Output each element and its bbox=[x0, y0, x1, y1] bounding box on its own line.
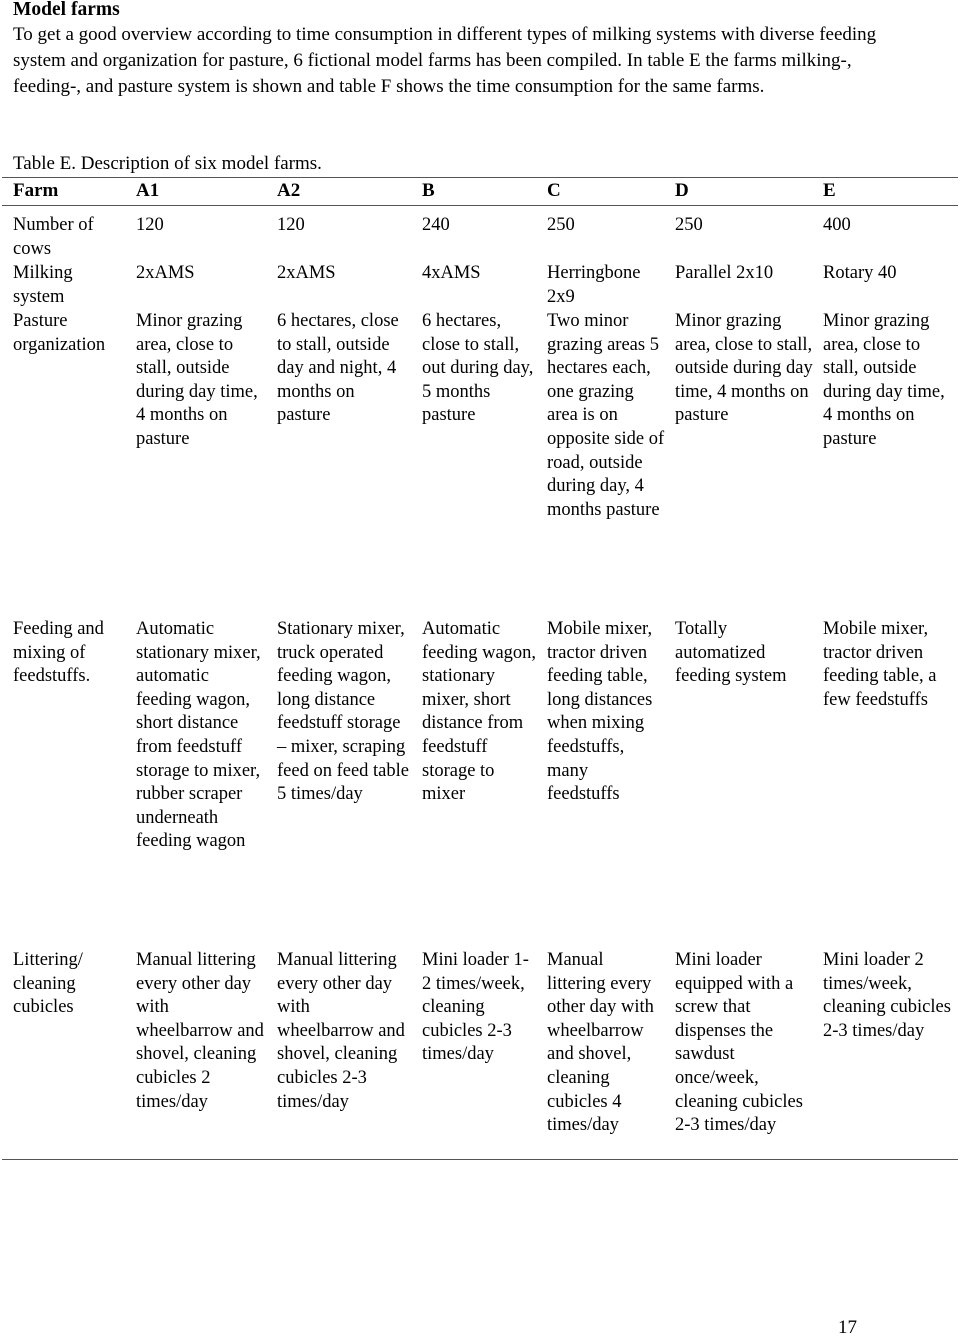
table-cell: 250 bbox=[547, 215, 575, 235]
table-row-feeding bbox=[2, 618, 958, 949]
row-label: Littering/ cleaning cubicles bbox=[13, 950, 83, 1018]
table-cell: 250 bbox=[675, 215, 703, 235]
table-cell: Automatic feeding wagon, stationary mixer, short distance from feedstuff storage to mixer bbox=[422, 619, 537, 805]
table-row-littering bbox=[2, 949, 958, 1159]
table-cell: Manual littering every other day with wheelbarrow and shovel, cleaning cubicles 2-3 times/day bbox=[277, 950, 405, 1112]
header-cell-d: D bbox=[675, 180, 689, 201]
table-cell: 2xAMS bbox=[136, 263, 195, 283]
intro-paragraph: To get a good overview according to time consumption in different types of milking systems with diverse feeding system and organization for pasture, 6 fictional model farms has been compiled. In table E the farms milking-, feeding-, and pasture system is shown and table F shows the time consumption for the same farms. bbox=[13, 24, 877, 97]
table-cell: Herringbone 2x9 bbox=[547, 263, 641, 307]
table-cell: Mobile mixer, tractor driven feeding table, long distances when mixing feedstuffs, many feedstuffs bbox=[547, 619, 653, 805]
table-cell: Rotary 40 bbox=[823, 263, 897, 283]
table-cell: Minor grazing area, close to stall, outside during day time, 4 months on pasture bbox=[136, 311, 258, 449]
header-cell-c: C bbox=[547, 180, 561, 201]
table-cell: 240 bbox=[422, 215, 450, 235]
table-row-milking-system bbox=[2, 262, 958, 310]
row-label: Pasture organization bbox=[13, 311, 106, 355]
section-heading: Model farms bbox=[13, 0, 120, 20]
table-cell: Stationary mixer, truck operated feeding wagon, long distance feedstuff storage – mixer, scraping feed on feed table 5 times/day bbox=[277, 619, 409, 805]
row-label: Number of cows bbox=[13, 215, 94, 259]
table-cell: Totally automatized feeding system bbox=[675, 619, 787, 687]
table-cell: 6 hectares, close to stall, out during day, 5 months pasture bbox=[422, 311, 534, 426]
table-cell: Mobile mixer, tractor driven feeding table, a few feedstuffs bbox=[823, 619, 937, 710]
table-cell: Minor grazing area, close to stall, outside during day time, 4 months on pasture bbox=[823, 311, 945, 449]
model-farms-table bbox=[2, 177, 958, 1160]
table-cell: Mini loader equipped with a screw that dispenses the sawdust once/week, cleaning cubicles 2-3 times/day bbox=[675, 950, 803, 1136]
header-cell-a1: A1 bbox=[136, 180, 160, 201]
table-row-pasture-organization bbox=[2, 310, 958, 618]
table-cell: Mini loader 2 times/week, cleaning cubicles 2-3 times/day bbox=[823, 950, 951, 1041]
header-cell-a2: A2 bbox=[277, 180, 301, 201]
table-cell: 6 hectares, close to stall, outside day and night, 4 months on pasture bbox=[277, 311, 399, 426]
header-cell-b: B bbox=[422, 180, 435, 201]
table-cell: Mini loader 1-2 times/week, cleaning cubicles 2-3 times/day bbox=[422, 950, 529, 1065]
table-cell: Parallel 2x10 bbox=[675, 263, 774, 283]
table-cell: Manual littering every other day with wheelbarrow and shovel, cleaning cubicles 4 times/day bbox=[547, 950, 654, 1136]
table-cell: 2xAMS bbox=[277, 263, 336, 283]
table-row-number-of-cows bbox=[2, 214, 958, 262]
table-cell: Minor grazing area, close to stall, outside during day time, 4 months on pasture bbox=[675, 311, 813, 426]
table-cell: 400 bbox=[823, 215, 851, 235]
table-cell: Automatic stationary mixer, automatic feeding wagon, short distance from feedstuff storage to mixer, rubber scraper underneath feeding wagon bbox=[136, 619, 261, 852]
table-cell: 120 bbox=[277, 215, 305, 235]
table-cell: 4xAMS bbox=[422, 263, 481, 283]
header-cell-e: E bbox=[823, 180, 836, 201]
table-header-row bbox=[2, 178, 958, 206]
row-label: Feeding and mixing of feedstuffs. bbox=[13, 619, 104, 687]
table-cell: Two minor grazing areas 5 hectares each, one grazing area is on opposite side of road, outside during day, 4 months pasture bbox=[547, 311, 665, 520]
row-label: Milking system bbox=[13, 263, 73, 307]
page-number: 17 bbox=[838, 1317, 857, 1338]
table-caption: Table E. Description of six model farms. bbox=[13, 153, 322, 174]
table-cell: 120 bbox=[136, 215, 164, 235]
table-cell: Manual littering every other day with wheelbarrow and shovel, cleaning cubicles 2 times/day bbox=[136, 950, 264, 1112]
header-cell-farm: Farm bbox=[13, 180, 59, 201]
